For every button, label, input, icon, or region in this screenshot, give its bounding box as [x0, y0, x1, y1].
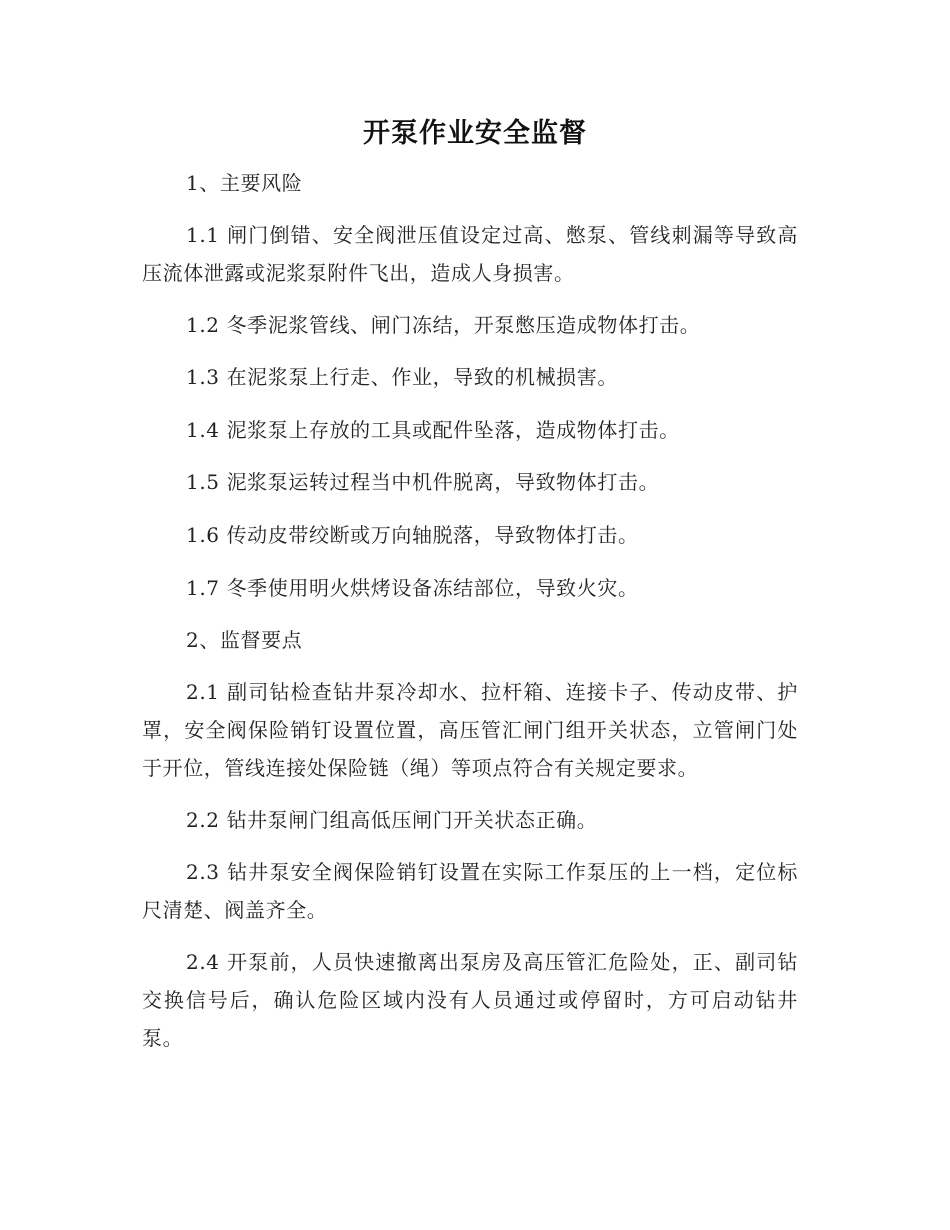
paragraph-1-5: 1.5 泥浆泵运转过程当中机件脱离，导致物体打击。 [186, 470, 660, 494]
paragraph-2-4: 2.4 开泵前，人员快速撤离出泵房及高压管汇危险处，正、副司钻交换信号后，确认危险区域内没有人员通过或停留时，方可启动钻井泵。 [142, 950, 798, 1050]
paragraph-2-1: 2.1 副司钻检查钻井泵冷却水、拉杆箱、连接卡子、传动皮带、护罩，安全阀保险销钉设置位置，高压管汇闸门组开关状态，立管闸门处于开位，管线连接处保险链（绳）等项点符合有关规定要求。 [142, 680, 798, 780]
section-heading-risks: 1、主要风险 [186, 171, 303, 195]
paragraph-1-7: 1.7 冬季使用明火烘烤设备冻结部位，导致火灾。 [186, 576, 639, 600]
paragraph-1-3: 1.3 在泥浆泵上行走、作业，导致的机械损害。 [186, 365, 618, 389]
paragraph-2-2: 2.2 钻井泵闸门组高低压闸门开关状态正确。 [186, 808, 598, 832]
paragraph-1-2: 1.2 冬季泥浆管线、闸门冻结，开泵憋压造成物体打击。 [186, 313, 701, 337]
paragraph-1-6: 1.6 传动皮带绞断或万向轴脱落，导致物体打击。 [186, 523, 639, 547]
page-title: 开泵作业安全监督 [363, 118, 587, 149]
paragraph-1-4: 1.4 泥浆泵上存放的工具或配件坠落，造成物体打击。 [186, 418, 680, 442]
paragraph-1-1: 1.1 闸门倒错、安全阀泄压值设定过高、憋泵、管线刺漏等导致高压流体泄露或泥浆泵附件飞出，造成人身损害。 [142, 223, 798, 285]
paragraph-2-3: 2.3 钻井泵安全阀保险销钉设置在实际工作泵压的上一档，定位标尺清楚、阀盖齐全。 [142, 860, 798, 922]
section-heading-supervision: 2、监督要点 [186, 628, 303, 652]
